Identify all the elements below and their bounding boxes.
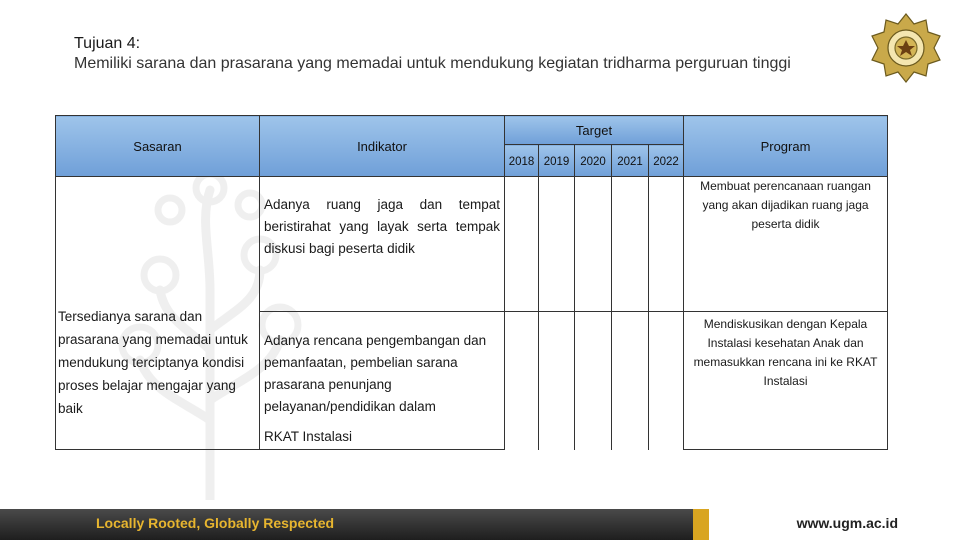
- target-cell: [649, 177, 684, 312]
- indikator-cell: [260, 312, 505, 450]
- target-cell: [612, 177, 649, 312]
- slide-subtitle: Memiliki sarana dan prasarana yang memadai untuk mendukung kegiatan tridharma perguruan tinggi: [74, 55, 791, 72]
- footer-bar: [0, 509, 960, 540]
- target-cell: [539, 312, 575, 450]
- target-cell: [575, 177, 612, 312]
- program-text: Mendiskusikan dengan Kepala Instalasi kesehatan Anak dan memasukkan rencana ini ke RKAT Instalasi: [693, 317, 878, 388]
- slide-heading: [74, 34, 791, 74]
- target-cell: [505, 177, 539, 312]
- header-indikator: Indikator: [260, 116, 505, 177]
- indikator-text: Adanya ruang jaga dan tempat beristirahat yang layak serta tempak diskusi bagi peserta didik: [264, 197, 500, 256]
- slide-title: Tujuan 4:: [74, 35, 141, 52]
- program-cell: [684, 312, 888, 450]
- indikator-extra-text: RKAT Instalasi: [264, 429, 353, 444]
- header-sasaran: Sasaran: [56, 116, 260, 177]
- indikator-text: Adanya rencana pengembangan dan pemanfaatan, pembelian sarana prasarana penunjang pelayanan/pendidikan dalam: [264, 333, 487, 414]
- program-text: Membuat perencanaan ruangan yang akan dijadikan ruang jaga peserta didik: [700, 179, 871, 231]
- ugm-seal-icon: [868, 10, 944, 90]
- target-cell: [539, 177, 575, 312]
- header-year: 2022: [649, 145, 684, 177]
- header-year: 2019: [539, 145, 575, 177]
- sasaran-text: Tersedianya sarana dan prasarana yang memadai untuk mendukung terciptanya kondisi proses belajar mengajar yang baik: [58, 309, 248, 416]
- footer-slogan: Locally Rooted, Globally Respected: [96, 515, 335, 531]
- header-year: 2020: [575, 145, 612, 177]
- goal-table: [55, 115, 888, 450]
- header-target: Target: [505, 116, 684, 145]
- program-cell: [684, 177, 888, 312]
- target-cell: [612, 312, 649, 450]
- header-year: 2018: [505, 145, 539, 177]
- header-year: 2021: [612, 145, 649, 177]
- footer-gold-stripe: [693, 509, 709, 540]
- target-cell: [575, 312, 612, 450]
- footer-url-link[interactable]: www.ugm.ac.id: [796, 515, 898, 531]
- target-cell: [649, 312, 684, 450]
- target-cell: [505, 312, 539, 450]
- sasaran-cell: [56, 177, 260, 450]
- indikator-cell: [260, 177, 505, 312]
- header-program: Program: [684, 116, 888, 177]
